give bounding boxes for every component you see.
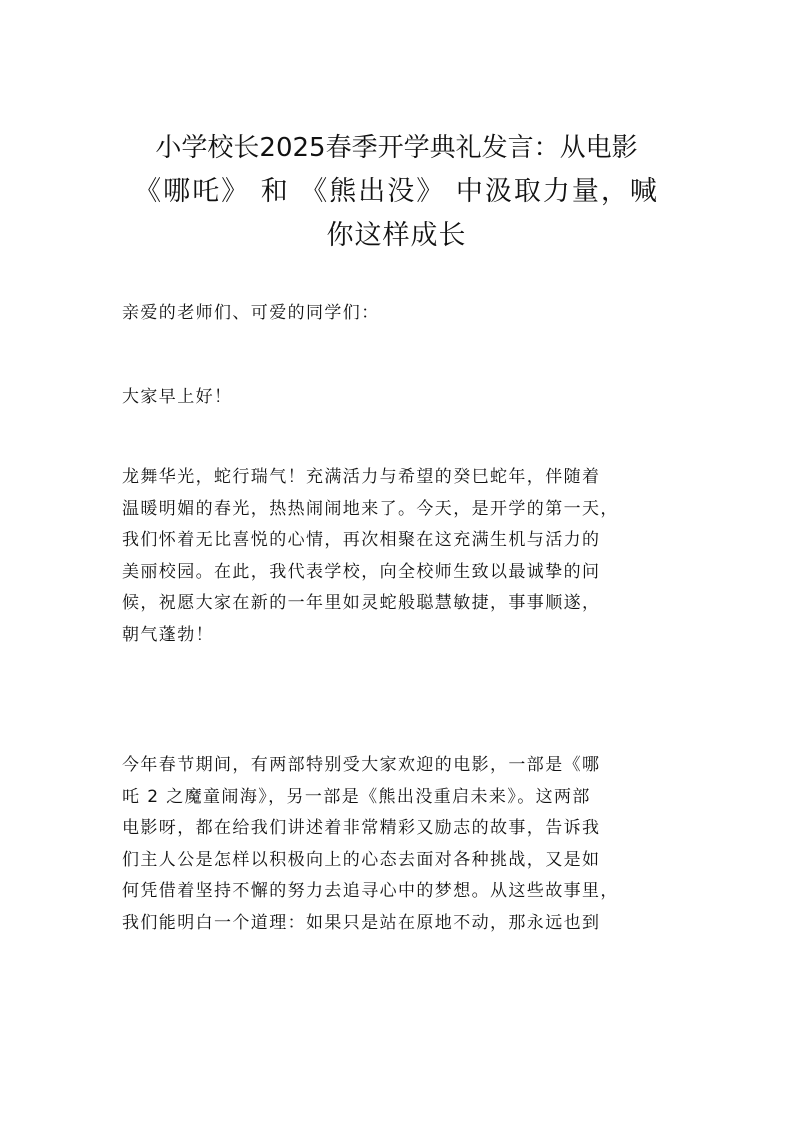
paragraph-line: 朝气蓬勃！ (122, 624, 214, 645)
title-line-3: 你这样成长 (326, 220, 467, 251)
paragraph-line: 我们能明白一个道理：如果只是站在原地不动，那永远也到 (122, 912, 601, 933)
body-paragraph-2 (122, 750, 682, 939)
paragraph-line: 今年春节期间，有两部特别受大家欢迎的电影，一部是《哪 (122, 755, 601, 775)
morning-paragraph (122, 382, 682, 414)
paragraph-line: 美丽校园。在此，我代表学校，向全校师生致以最诚挚的问 (122, 561, 601, 582)
paragraph-line: 何凭借着坚持不懈的努力去追寻心中的梦想。从这些故事里， (122, 881, 619, 901)
paragraph-line: 们主人公是怎样以积极向上的心态去面对各种挑战，又是如 (122, 849, 601, 870)
title-line-1: 小学校长2025春季开学典礼发言：从电影 (155, 133, 638, 163)
body-paragraph-1 (122, 462, 682, 651)
paragraph-line: 我们怀着无比喜悦的心情，再次相聚在这充满生机与活力的 (122, 530, 601, 550)
document-title (100, 126, 693, 258)
paragraph-line: 龙舞华光，蛇行瑞气！充满活力与希望的癸巳蛇年，伴随着 (122, 467, 601, 487)
greeting-paragraph (122, 298, 682, 330)
greeting-text: 亲爱的老师们、可爱的同学们： (122, 303, 380, 323)
paragraph-line: 候，祝愿大家在新的一年里如灵蛇般聪慧敏捷，事事顺遂， (122, 593, 601, 613)
paragraph-line: 温暖明媚的春光，热热闹闹地来了。今天，是开学的第一天， (122, 498, 619, 519)
paragraph-line: 吒 2 之魔童闹海》，另一部是《熊出没重启未来》。这两部 (122, 786, 591, 807)
morning-text: 大家早上好！ (122, 387, 233, 407)
title-line-2: 《哪吒》 和 《熊出没》 中汲取力量，喊 (134, 176, 659, 207)
paragraph-line: 电影呀，都在给我们讲述着非常精彩又励志的故事，告诉我 (122, 818, 601, 838)
